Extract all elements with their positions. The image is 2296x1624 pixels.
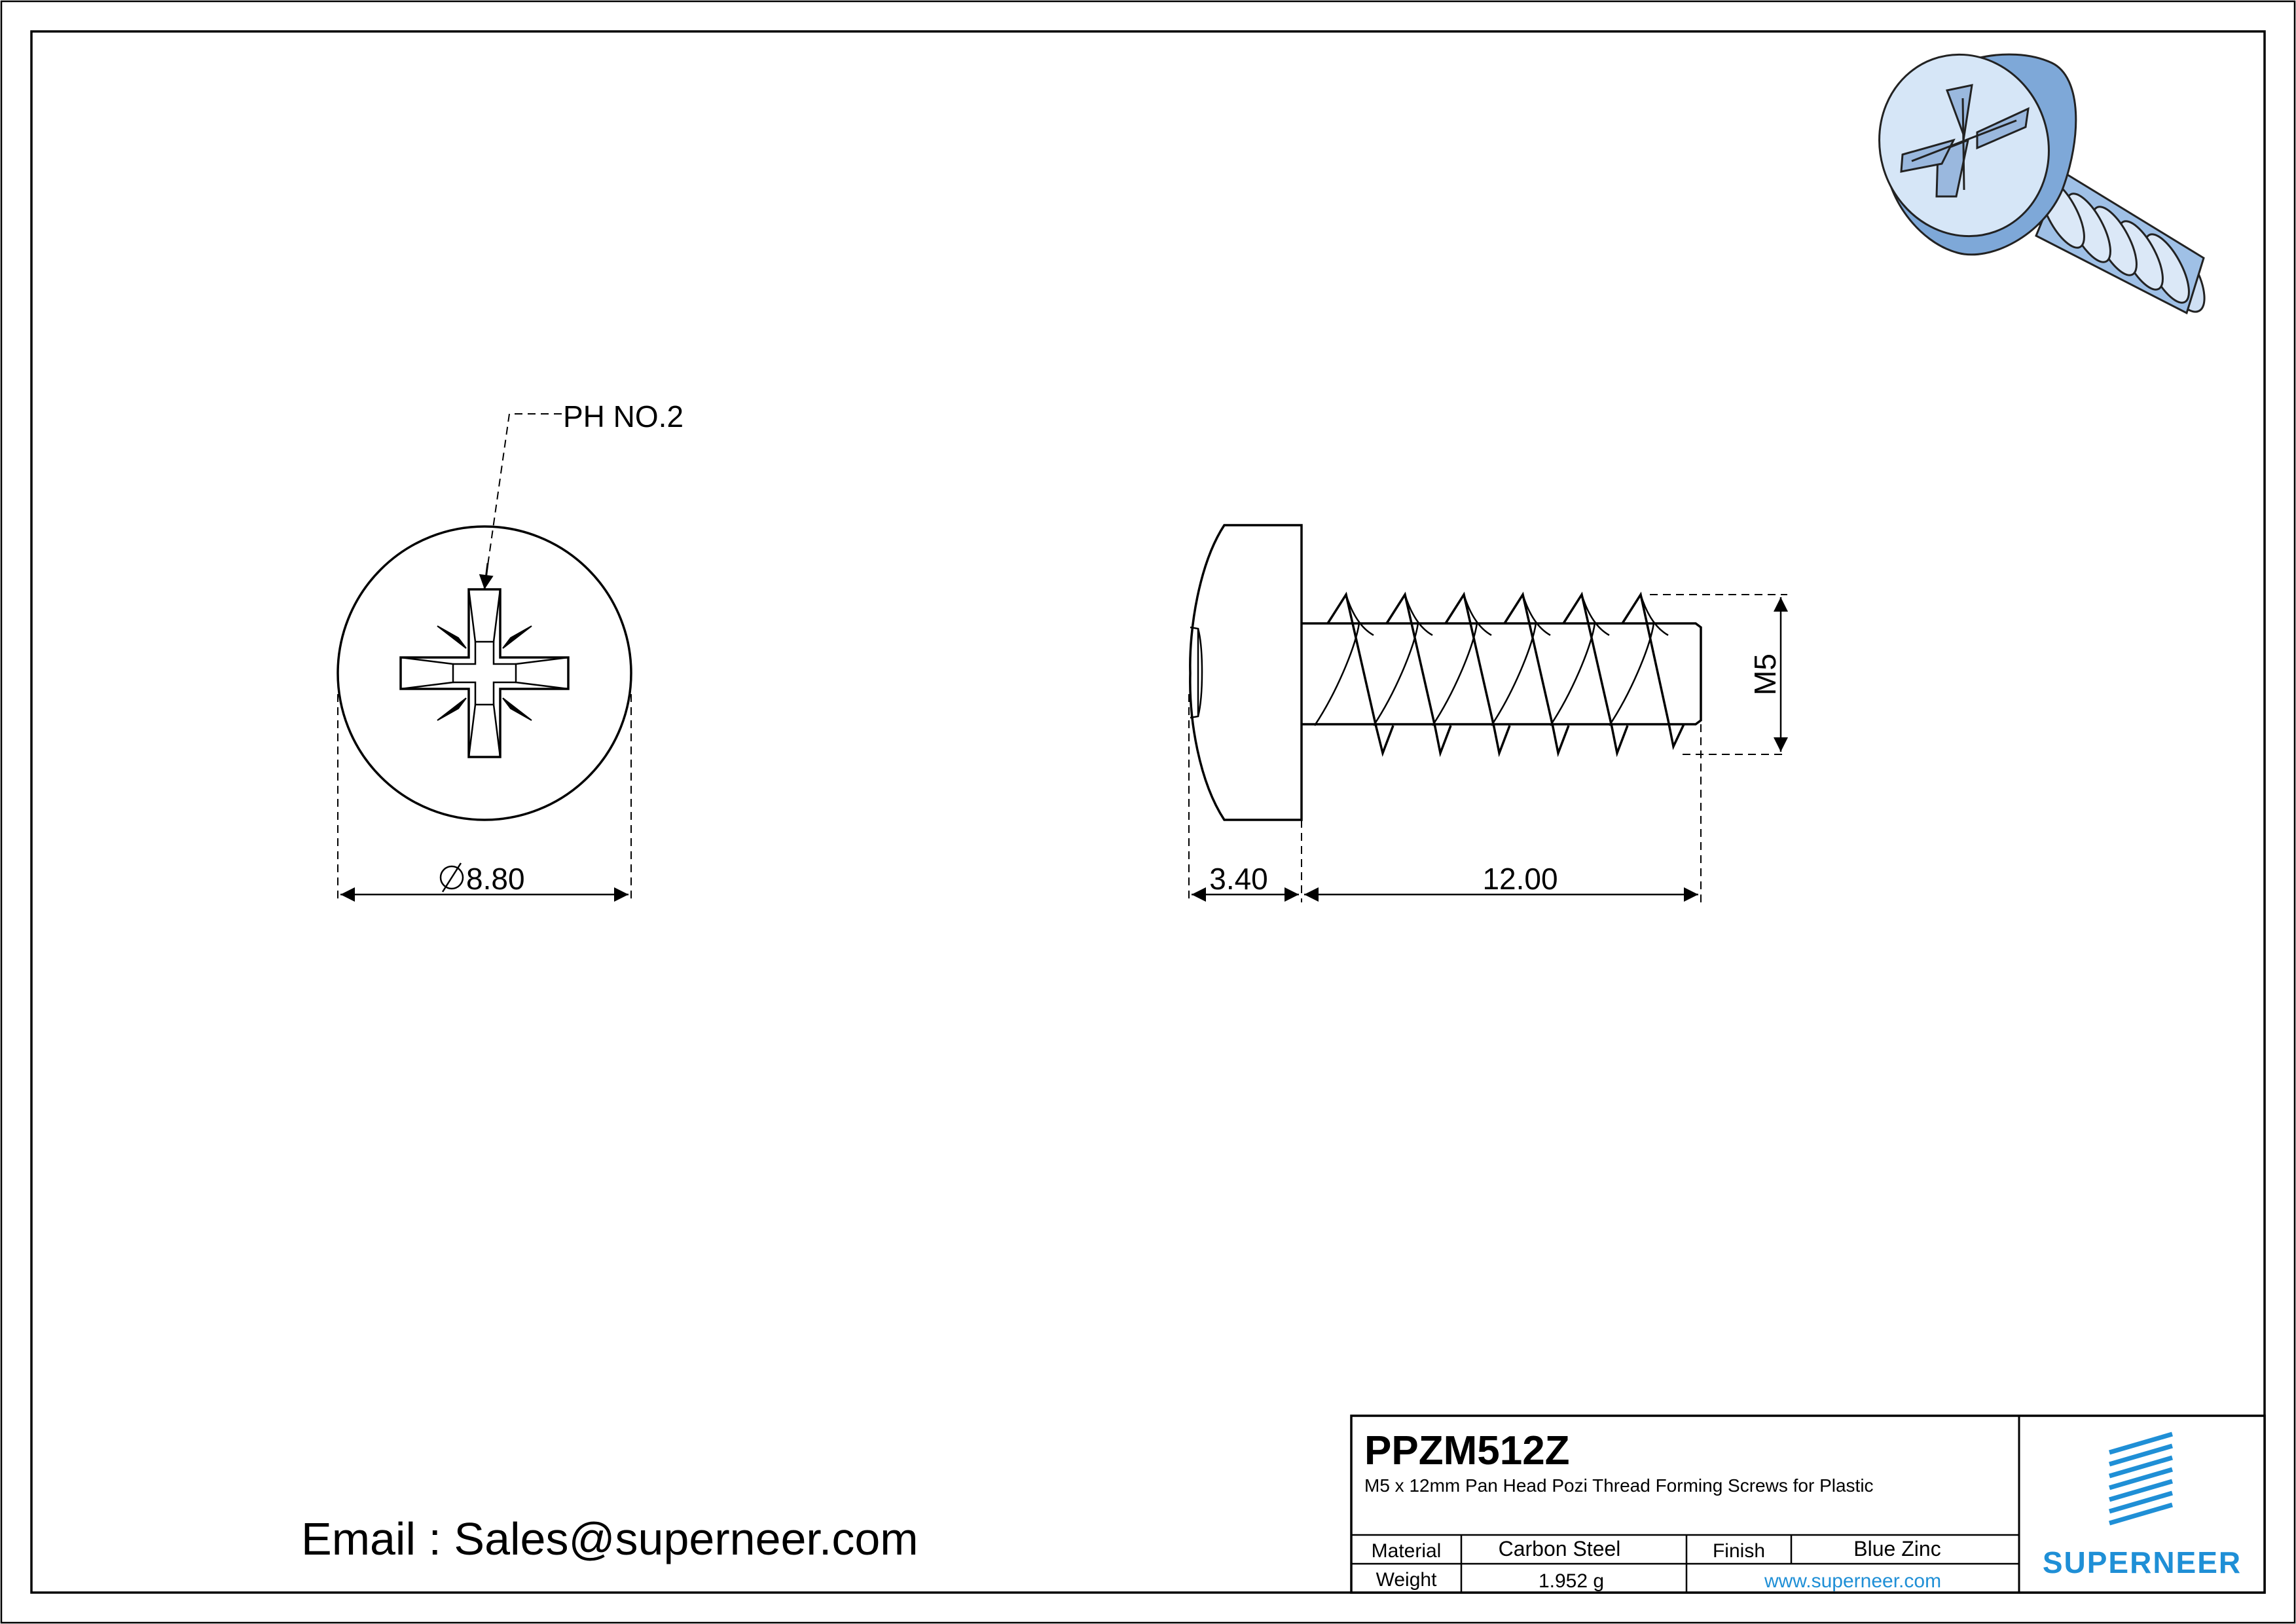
length-label: 12.00 [1482,862,1558,896]
weight-label: Weight [1376,1569,1437,1591]
weight-value: 1.952 g [1538,1570,1605,1592]
pozi-cross-recess [401,589,568,757]
part-description: M5 x 12mm Pan Head Pozi Thread Forming Screws for Plastic [1364,1475,1874,1496]
website-link: www.superneer.com [1764,1570,1942,1592]
drawing-frame [31,31,2265,1593]
title-block [1351,1416,2265,1593]
finish-label: Finish [1712,1540,1766,1562]
screw-head [1190,525,1302,820]
side-view [1189,525,1787,902]
thread-crests [1328,595,1684,753]
material-value: Carbon Steel [1498,1537,1621,1560]
pozi-diagonal-ticks [437,626,532,720]
contact-email: Email : Sales@superneer.com [301,1513,919,1564]
head-circle [338,526,631,820]
part-number: PPZM512Z [1364,1428,1570,1473]
diameter-label: 8.80 [466,862,525,896]
finish-value: Blue Zinc [1853,1537,1941,1560]
diameter-symbol [441,863,463,892]
brand-name: SUPERNEER [2042,1545,2242,1579]
thread-label: M5 [1748,654,1782,695]
drive-label: PH NO.2 [563,399,684,434]
drive-leader [484,414,562,588]
thread-flanks [1315,595,1668,726]
screw-3d-illustration [1854,31,2214,319]
top-view [338,399,683,902]
head-height-label: 3.40 [1209,862,1268,896]
material-label: Material [1371,1540,1442,1562]
recess-facets [401,589,568,757]
